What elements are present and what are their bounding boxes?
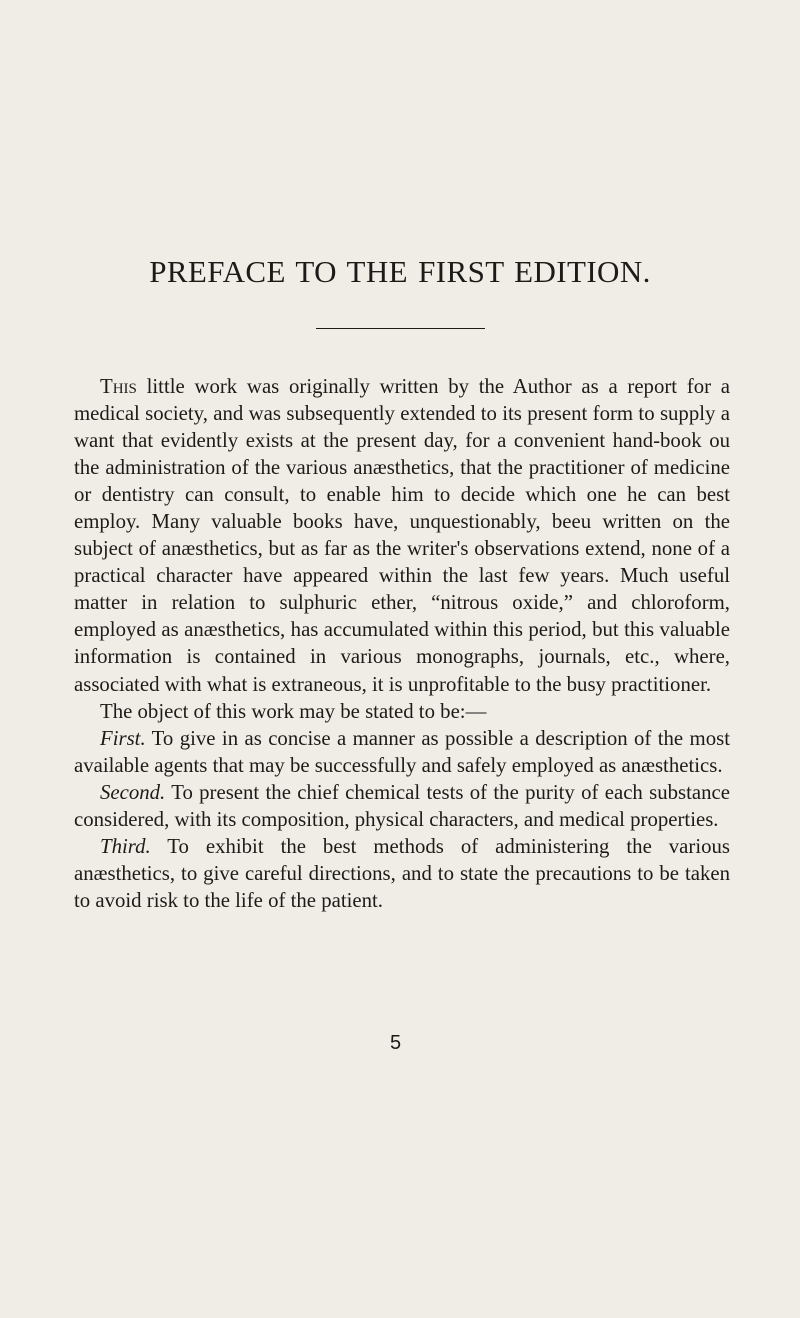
paragraph-text: To give in as concise a manner as possible a description of the most available agents that may be successfully and safely employed as anæsthetics.: [74, 726, 730, 777]
paragraph-first: [74, 725, 730, 779]
paragraph-object: [74, 698, 730, 725]
heading-rule: [316, 328, 485, 329]
paragraph-second: [74, 779, 730, 833]
paragraph-lead: Third.: [100, 834, 151, 858]
paragraph-lead: Second.: [100, 780, 166, 804]
page-number: 5: [390, 1032, 402, 1054]
paragraph-intro: [74, 373, 730, 698]
preface-body: [74, 373, 730, 914]
paragraph-text: To exhibit the best methods of administering the various anæsthetics, to give careful directions, and to state the precautions to be taken to avoid risk to the life of the patient.: [74, 834, 730, 912]
paragraph-text: little work was originally written by the Author as a report for a medical society, and was subsequently extended to its present form to supply a want that evidently exists at the present day, for a convenient hand-book ou the administration of the various anæsthetics, that the practitioner of medicine or dentistry can consult, to enable him to decide which one he can best employ. Many valuable books have, unquestionably, beeu written on the subject of anæsthetics, but as far as the writer's observations extend, none of a practical character have appeared within the last few years. Much useful matter in relation to sulphuric ether, “nitrous oxide,” and chloroform, employed as anæsthetics, has accumulated within this period, but this valuable information is contained in various monographs, journals, etc., where, associated with what is extraneous, it is unprofitable to the busy practitioner.: [74, 375, 730, 696]
paragraph-text: The object of this work may be stated to be:—: [100, 699, 487, 723]
paragraph-lead: First.: [100, 726, 146, 750]
preface-heading: PREFACE TO THE FIRST EDITION.: [149, 254, 651, 289]
opening-word: This: [100, 375, 137, 398]
paragraph-text: To present the chief chemical tests of the purity of each substance considered, with its composition, physical characters, and medical properties.: [74, 780, 730, 831]
paragraph-third: [74, 833, 730, 914]
